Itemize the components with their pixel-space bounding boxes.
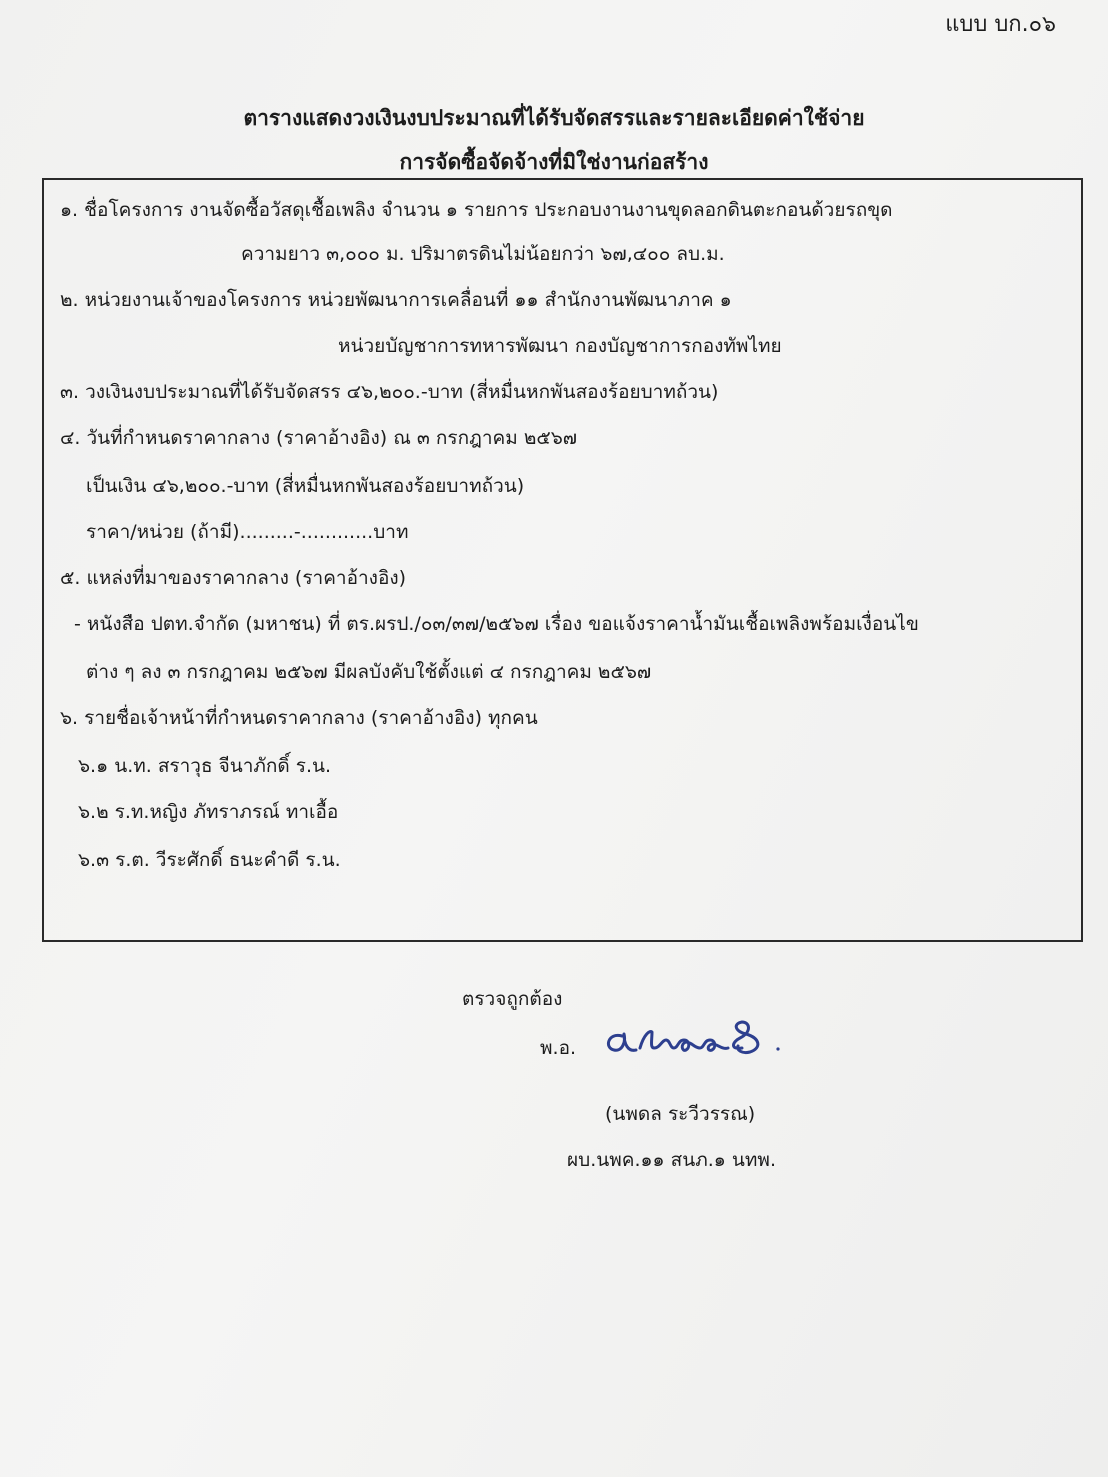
item-4-unit-price: ราคา/หน่วย (ถ้ามี).........-............บาท [86,521,409,543]
item-3-budget: ๓. วงเงินงบประมาณที่ได้รับจัดสรร ๔๖,๒๐๐.-บาท (สี่หมื่นหกพันสองร้อยบาทถ้วน) [60,381,719,403]
certification-label: ตรวจถูกต้อง [462,988,563,1010]
item-4-amount: เป็นเงิน ๔๖,๒๐๐.-บาท (สี่หมื่นหกพันสองร้อยบาทถ้วน) [86,475,525,497]
committee-member: ๖.๑ น.ท. สราวุธ จีนาภักดิ์ ร.น. [78,755,332,777]
signer-position: ผบ.นพค.๑๑ สนภ.๑ นทพ. [567,1149,776,1171]
item-5-source-heading: ๕. แหล่งที่มาของราคากลาง (ราคาอ้างอิง) [60,567,407,589]
item-1-project-name: ๑. ชื่อโครงการ งานจัดซื้อวัสดุเชื้อเพลิง จำนวน ๑ รายการ ประกอบงานงานขุดลอกดินตะกอนด้วยรถขุด [60,199,893,221]
document-subtitle: การจัดซื้อจัดจ้างที่มิใช่งานก่อสร้าง [399,150,709,174]
signer-name: (นพดล ระวีวรรณ) [605,1103,756,1125]
item-2-owner-parent: หน่วยบัญชาการทหารพัฒนา กองบัญชาการกองทัพไทย [338,335,782,357]
signer-rank: พ.อ. [540,1037,577,1059]
item-4-median-price-date: ๔. วันที่กำหนดราคากลาง (ราคาอ้างอิง) ณ ๓ กรกฎาคม ๒๕๖๗ [60,427,578,449]
item-2-owner-unit: ๒. หน่วยงานเจ้าของโครงการ หน่วยพัฒนาการเคลื่อนที่ ๑๑ สำนักงานพัฒนาภาค ๑ [60,289,732,311]
document-title: ตารางแสดงวงเงินงบประมาณที่ได้รับจัดสรรและรายละเอียดค่าใช้จ่าย [243,106,865,130]
committee-member: ๖.๓ ร.ต. วีระศักดิ์ ธนะคำดี ร.น. [78,849,341,871]
item-5-source-effective: ต่าง ๆ ลง ๓ กรกฎาคม ๒๕๖๗ มีผลบังคับใช้ตั้งแต่ ๔ กรกฎาคม ๒๕๖๗ [86,661,652,683]
committee-member: ๖.๒ ร.ท.หญิง ภัทราภรณ์ ทาเอื้อ [78,801,339,823]
item-1-project-detail: ความยาว ๓,๐๐๐ ม. ปริมาตรดินไม่น้อยกว่า ๖๗,๔๐๐ ลบ.ม. [241,243,725,265]
item-6-committee-heading: ๖. รายชื่อเจ้าหน้าที่กำหนดราคากลาง (ราคาอ้างอิง) ทุกคน [60,707,538,729]
form-code: แบบ บก.๐๖ [945,12,1056,37]
item-5-source-letter: - หนังสือ ปตท.จำกัด (มหาชน) ที่ ตร.ผรป./๐๓/๓๗/๒๕๖๗ เรื่อง ขอแจ้งราคาน้ำมันเชื้อเพลิงพร้อมเงื่อนไข [74,613,919,635]
handwritten-signature [600,1014,790,1060]
